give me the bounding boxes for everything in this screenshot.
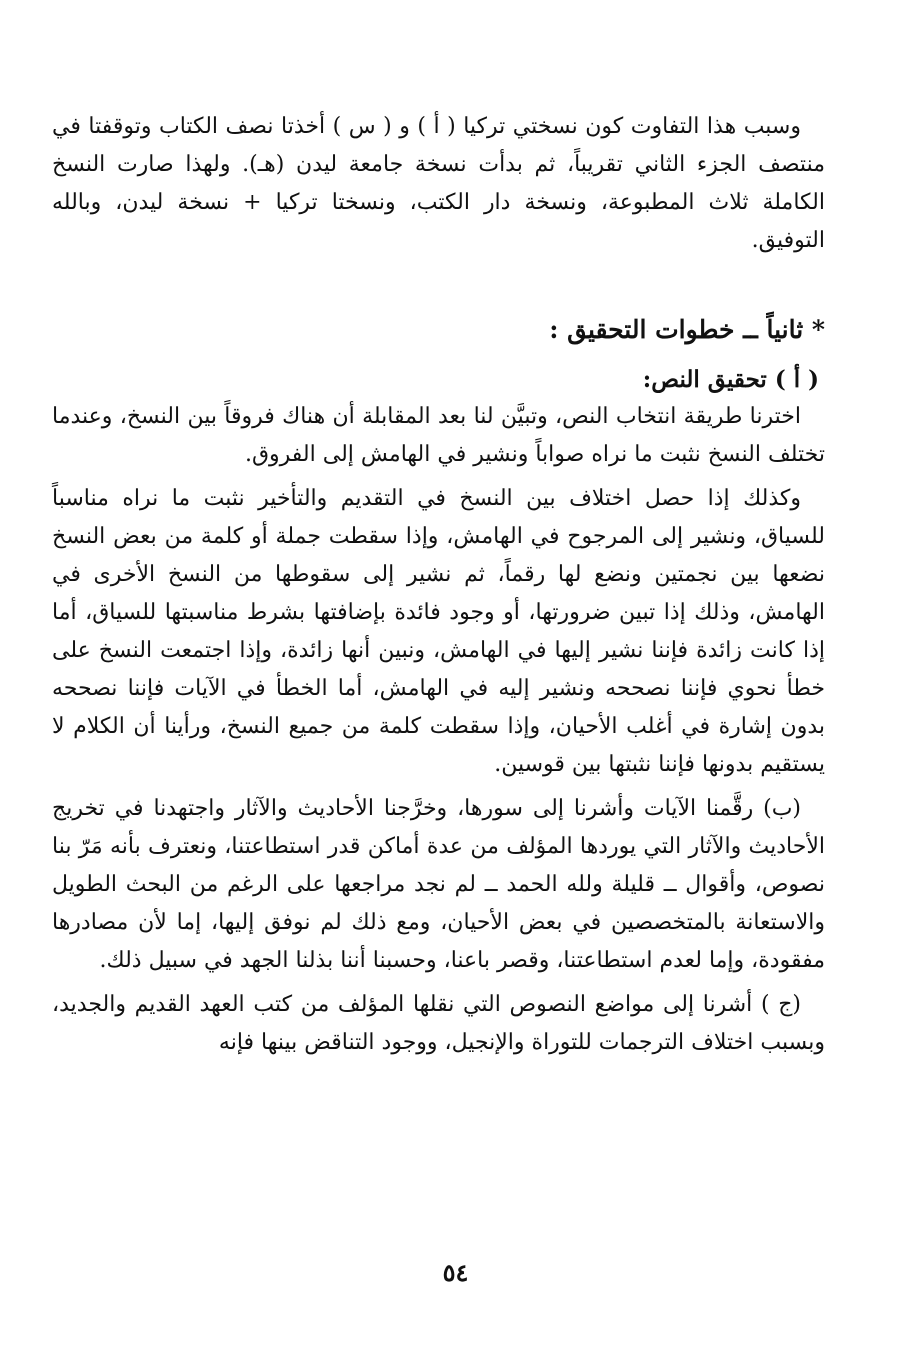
- page-number: ٥٤: [442, 1258, 469, 1287]
- paragraph-text-selection: اخترنا طريقة انتخاب النص، وتبيَّن لنا بعد المقابلة أن هناك فروقاً بين النسخ، وعندما تختلف النسخ نثبت ما نراه صواباً ونشير في الهامش إلى الفروق.: [52, 404, 825, 467]
- paragraph-text-variation-reason: وسبب هذا التفاوت كون نسختي تركيا ( أ ) و ( س ) أخذتا نصف الكتاب وتوقفتا في منتصف الجزء الثاني تقريباً، ثم بدأت نسخة جامعة ليدن (هـ). ولهذا صارت النسخ الكاملة ثلاث المطبوعة، ونسخة دار الكتب، ونسختا تركيا + نسخة ليدن، وبالله التوفيق.: [52, 114, 825, 253]
- paragraph-ordering-differences: وكذلك إذا حصل اختلاف بين النسخ في التقديم والتأخير نثبت ما نراه مناسباً للسياق، ونشير إلى المرجوح في الهامش، وإذا سقطت جملة أو كلمة من بعض النسخ نضعها بين نجمتين ونضع لها رقماً، ثم نشير إلى سقوطها من النسخ الأخرى في الهامش، وذلك إذا تبين ضرورتها، أو وجود فائدة بإضافتها بشرط مناسبتها للسياق، أما إذا كانت زائدة فإننا نشير إليها في الهامش، ونبين أنها زائدة، وإذا اجتمعت النسخ على خطأ نحوي فإننا نصححه ونشير إليه في الهامش، أما الخطأ في الآيات فإننا نصححه بدون إشارة في أغلب الأحيان، وإذا سقطت كلمة من جميع النسخ، ورأينا أن الكلام لا يستقيم بدونها فإننا نثبتها بين قوسين.: [52, 486, 825, 777]
- subheading-text-verification: ( أ ) تحقيق النص:: [642, 366, 819, 393]
- paragraph-hadith-references: (ب) رقَّمنا الآيات وأشرنا إلى سورها، وخرَّجنا الأحاديث والآثار واجتهدنا في تخريج الأحاديث والآثار التي يوردها المؤلف من عدة أماكن قدر استطاعتنا، ونعترف بأنه مَرّ بنا نصوص، وأقوال ــ قليلة ولله الحمد ــ لم نجد مراجعها على الرغم من البحث الطويل والاستعانة بالمتخصصين في بعض الأحيان، ومع ذلك لم نوفق إليها، إما لأن مصادرها مفقودة، وإما لعدم استطاعتنا، وقصر باعنا، وحسبنا أننا بذلنا الجهد في سبيل ذلك.: [52, 796, 825, 973]
- paragraph-scripture-references: (ج ) أشرنا إلى مواضع النصوص التي نقلها المؤلف من كتب العهد القديم والجديد، وبسبب اختلاف الترجمات للتوراة والإنجيل، ووجود التناقض بينها فإنه: [52, 992, 825, 1055]
- section-heading-verification-steps: * ثانياً ــ خطوات التحقيق :: [549, 315, 825, 344]
